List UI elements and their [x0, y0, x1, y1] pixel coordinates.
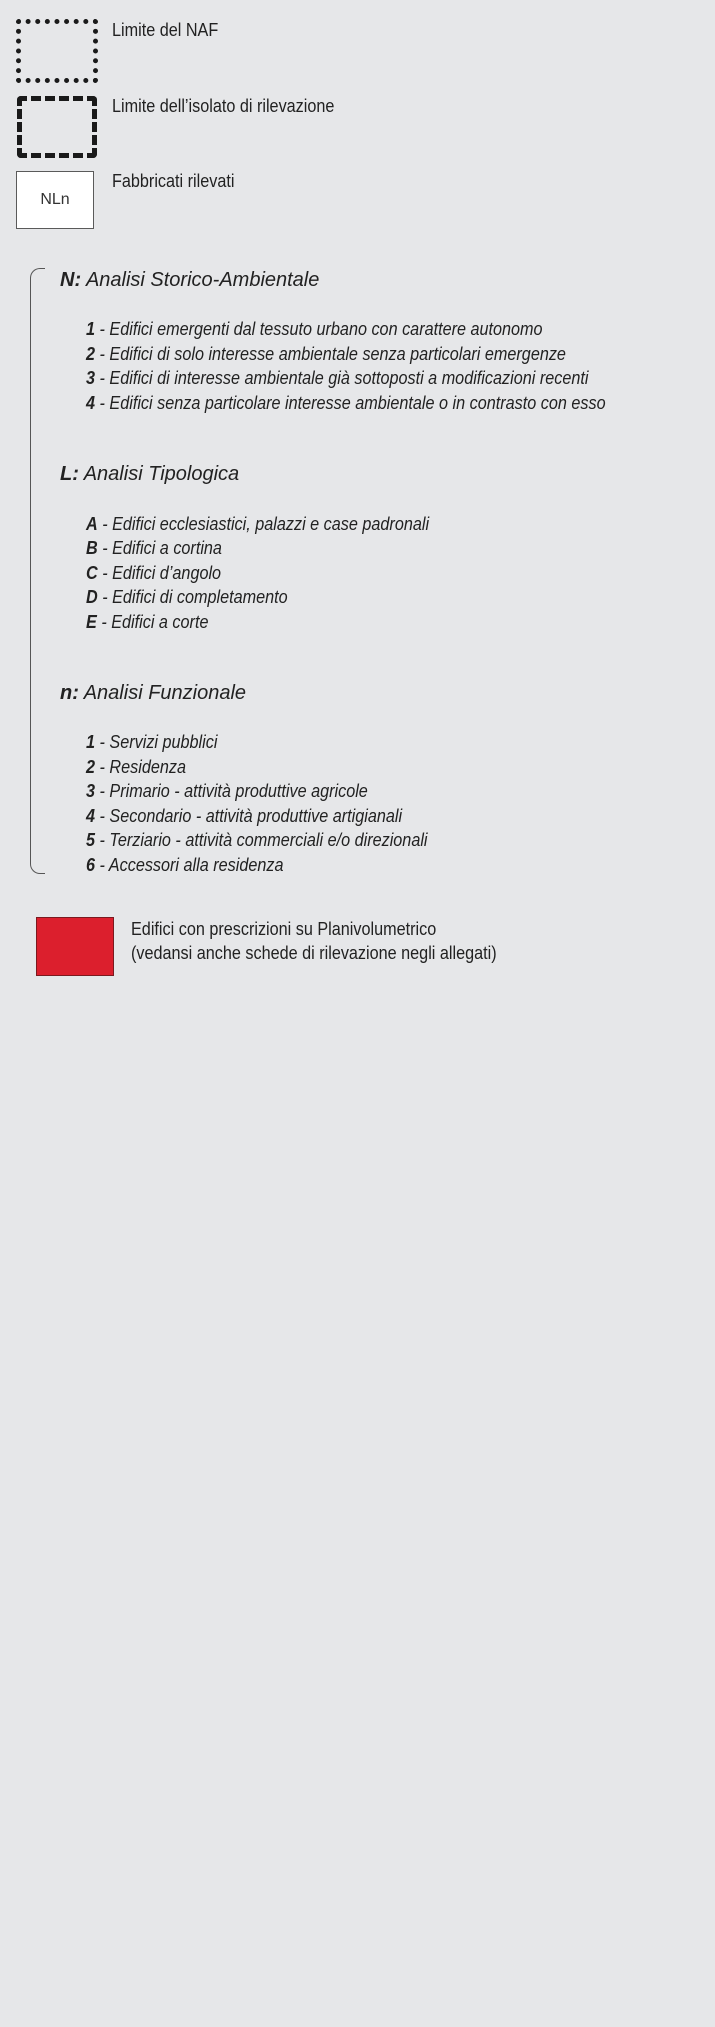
section-title-funzionale	[60, 682, 246, 705]
item-text: - Accessori alla residenza	[95, 855, 284, 875]
section-key: L:	[60, 463, 79, 485]
section-title-text: Analisi Tipologica	[83, 463, 240, 485]
item-text: - Servizi pubblici	[95, 732, 218, 752]
item-code: C	[86, 563, 98, 583]
item-text: - Edifici ecclesiastici, palazzi e case padronali	[97, 514, 430, 534]
prescrizioni-label-line2: (vedansi anche schede di rilevazione negli allegati)	[131, 943, 497, 963]
item-code: A	[86, 514, 98, 534]
item-code: 2	[86, 344, 96, 364]
item-text: - Terziario - attività commerciali e/o direzionali	[95, 830, 428, 850]
item-code: 1	[86, 732, 96, 752]
section-title-text: Analisi Storico-Ambientale	[85, 269, 320, 291]
section-title-storico	[60, 269, 319, 292]
item-code: 4	[86, 393, 96, 413]
item-code: 5	[86, 830, 96, 850]
item-code: B	[86, 538, 98, 558]
section-title-text: Analisi Funzionale	[83, 682, 247, 704]
isolato-boundary-label: Limite dell’isolato di rilevazione	[112, 96, 335, 116]
fabbricati-symbol: NLn	[16, 171, 94, 229]
item-text: - Primario - attività produttive agricole	[95, 781, 368, 801]
list-item	[86, 855, 283, 876]
list-item	[86, 781, 368, 802]
item-text: - Edifici di completamento	[97, 587, 288, 607]
isolato-boundary-symbol	[17, 96, 97, 158]
section-key: n:	[60, 682, 79, 704]
list-item	[86, 612, 208, 633]
item-code: 6	[86, 855, 96, 875]
item-code: D	[86, 587, 98, 607]
item-text: - Edifici emergenti dal tessuto urbano con carattere autonomo	[95, 319, 543, 339]
item-code: E	[86, 612, 97, 632]
item-code: 1	[86, 319, 96, 339]
list-item	[86, 344, 566, 365]
naf-boundary-label: Limite del NAF	[112, 20, 219, 40]
item-text: - Secondario - attività produttive artigianali	[95, 806, 403, 826]
list-item	[86, 368, 588, 389]
item-text: - Edifici d’angolo	[97, 563, 222, 583]
list-item	[86, 587, 288, 608]
list-item	[86, 563, 221, 584]
item-text: - Edifici di solo interesse ambientale senza particolari emergenze	[95, 344, 566, 364]
item-code: 4	[86, 806, 96, 826]
naf-boundary-symbol	[16, 19, 98, 83]
item-text: - Edifici di interesse ambientale già sottoposti a modificazioni recenti	[95, 368, 589, 388]
prescrizioni-swatch	[36, 917, 114, 976]
list-item	[86, 806, 402, 827]
list-item	[86, 393, 606, 414]
item-code: 3	[86, 368, 96, 388]
item-text: - Edifici a cortina	[97, 538, 222, 558]
section-key: N:	[60, 269, 82, 291]
sections-bracket	[30, 268, 45, 874]
list-item	[86, 830, 428, 851]
item-code: 2	[86, 757, 96, 777]
fabbricati-label: Fabbricati rilevati	[112, 171, 235, 191]
list-item	[86, 514, 429, 535]
item-text: - Residenza	[95, 757, 186, 777]
item-code: 3	[86, 781, 96, 801]
prescrizioni-label-line1: Edifici con prescrizioni su Planivolumetrico	[131, 919, 437, 939]
list-item	[86, 732, 217, 753]
list-item	[86, 319, 543, 340]
item-text: - Edifici a corte	[96, 612, 209, 632]
section-title-tipologica	[60, 463, 239, 486]
list-item	[86, 757, 186, 778]
list-item	[86, 538, 222, 559]
item-text: - Edifici senza particolare interesse ambientale o in contrasto con esso	[95, 393, 606, 413]
